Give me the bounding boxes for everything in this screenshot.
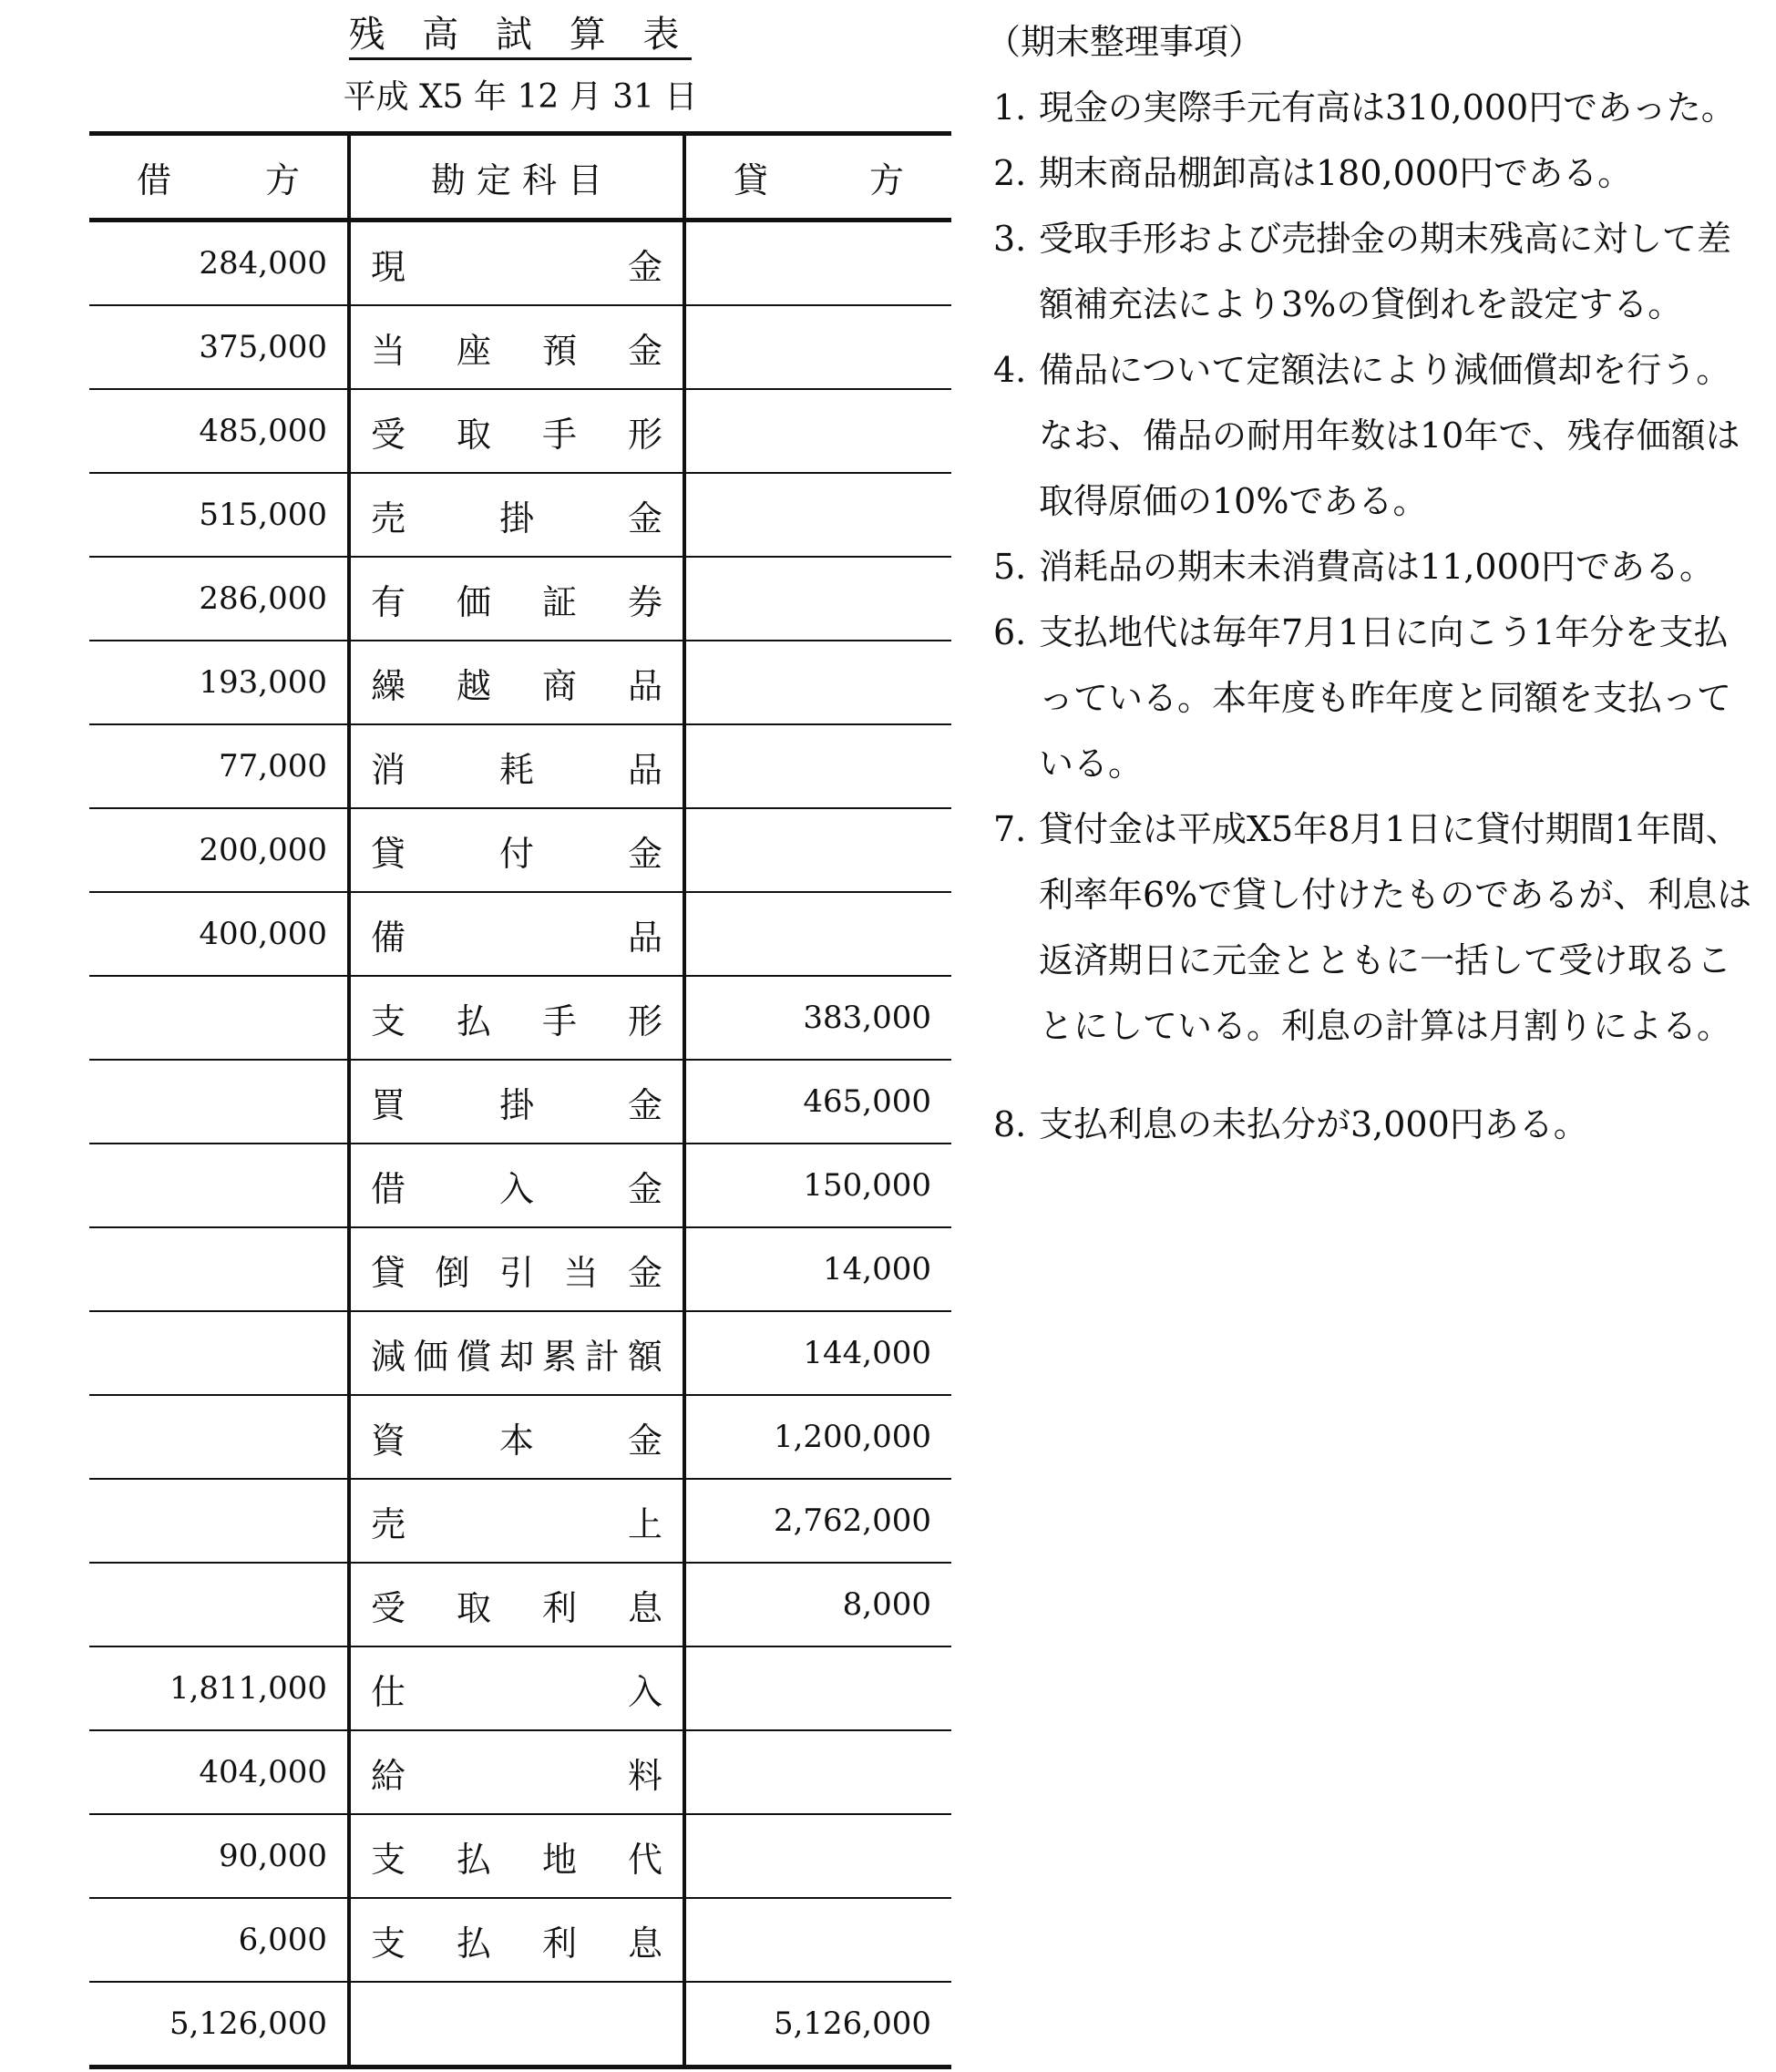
- debit-total: 5,126,000: [89, 1982, 349, 2067]
- debit-cell: 404,000: [89, 1730, 349, 1814]
- account-char: 形: [627, 414, 662, 455]
- account-char: 手: [541, 414, 577, 455]
- table-row: [89, 557, 951, 641]
- credit-cell: [684, 1814, 951, 1898]
- table-row: [89, 1814, 951, 1898]
- credit-cell: 150,000: [684, 1144, 951, 1227]
- account-cell: [349, 892, 684, 976]
- account-char: 金: [627, 1420, 662, 1461]
- account-char: 資: [371, 1420, 406, 1461]
- debit-cell: 400,000: [89, 892, 349, 976]
- adjustment-number: 4.: [993, 350, 1027, 390]
- table-row: [89, 808, 951, 892]
- credit-cell: [684, 808, 951, 892]
- credit-cell: [684, 1730, 951, 1814]
- account-char: 取: [456, 1587, 491, 1628]
- debit-cell: 515,000: [89, 473, 349, 557]
- account-char: 金: [627, 246, 662, 287]
- account-char: 商: [541, 665, 577, 706]
- account-cell: [349, 305, 684, 389]
- credit-cell: 14,000: [684, 1227, 951, 1311]
- credit-cell: 465,000: [684, 1060, 951, 1144]
- table-row: [89, 724, 951, 808]
- account-char: 支: [371, 1839, 406, 1880]
- adjustment-list: [993, 75, 1759, 1157]
- adjustment-number: 7.: [993, 809, 1027, 849]
- account-char: 代: [627, 1839, 662, 1880]
- account-cell: [349, 1144, 684, 1227]
- credit-cell: [684, 892, 951, 976]
- account-cell: [349, 641, 684, 724]
- debit-cell: [89, 1227, 349, 1311]
- account-char: 金: [627, 330, 662, 371]
- account-char: 耗: [498, 749, 534, 790]
- account-cell: [349, 1227, 684, 1311]
- account-char: 価: [413, 1336, 448, 1377]
- trial-balance-title: 残 高 試 算 表: [89, 9, 951, 60]
- account-char: 付: [498, 833, 534, 874]
- account-char: 額: [627, 1336, 662, 1377]
- account-cell: [349, 808, 684, 892]
- account-char: 受: [371, 1587, 406, 1628]
- credit-cell: 1,200,000: [684, 1395, 951, 1479]
- account-char: 償: [456, 1336, 491, 1377]
- account-char: 売: [371, 1503, 406, 1544]
- account-char: 引: [498, 1252, 534, 1293]
- account-char: 息: [627, 1587, 662, 1628]
- trial-balance-date: 平成 X5 年 12 月 31 日: [343, 78, 698, 116]
- account-char: 備: [371, 917, 406, 958]
- account-char: 入: [498, 1168, 534, 1209]
- account-char: 借: [371, 1168, 406, 1209]
- adjustment-item: [993, 600, 1759, 796]
- account-char: 累: [541, 1336, 577, 1377]
- account-cell: [349, 1730, 684, 1814]
- adjustment-number: 5.: [993, 547, 1027, 587]
- account-char: 倒: [435, 1252, 470, 1293]
- debit-cell: [89, 1563, 349, 1646]
- debit-cell: [89, 1395, 349, 1479]
- adjustment-item: [993, 337, 1759, 534]
- table-row: [89, 1227, 951, 1311]
- adjustment-items-section: [986, 9, 1759, 1157]
- account-char: 品: [627, 917, 662, 958]
- account-char: 取: [456, 414, 491, 455]
- debit-cell: [89, 1144, 349, 1227]
- account-cell: [349, 976, 684, 1060]
- account-char: 金: [627, 1084, 662, 1125]
- account-total-blank: [349, 1982, 684, 2067]
- account-char: 貸: [371, 1252, 406, 1293]
- account-char: 買: [371, 1084, 406, 1125]
- table-header-row: [89, 134, 951, 221]
- credit-cell: 8,000: [684, 1563, 951, 1646]
- debit-cell: 375,000: [89, 305, 349, 389]
- account-char: 払: [456, 1000, 491, 1041]
- account-char: 証: [541, 581, 577, 622]
- adjustment-text: 現金の実際手元有高は310,000円であった。: [1039, 87, 1736, 128]
- account-char: 支: [371, 1923, 406, 1964]
- account-char: 現: [371, 246, 406, 287]
- adjustment-item: [993, 1092, 1759, 1157]
- account-char: 有: [371, 581, 406, 622]
- account-cell: [349, 1563, 684, 1646]
- table-row: [89, 305, 951, 389]
- adjustment-text: 期末商品棚卸高は180,000円である。: [1039, 153, 1633, 193]
- credit-cell: 383,000: [684, 976, 951, 1060]
- account-cell: [349, 1898, 684, 1982]
- account-char: 金: [627, 1168, 662, 1209]
- total-row: [89, 1982, 951, 2067]
- account-cell: [349, 1814, 684, 1898]
- account-char: 仕: [371, 1671, 406, 1712]
- debit-cell: 286,000: [89, 557, 349, 641]
- account-char: 上: [627, 1503, 662, 1544]
- credit-total: 5,126,000: [684, 1982, 951, 2067]
- table-row: [89, 1730, 951, 1814]
- table-row: [89, 1563, 951, 1646]
- adjustment-text: 備品について定額法により減価償却を行う。なお、備品の耐用年数は10年で、残存価額は取得原価の10%である。: [1039, 350, 1740, 521]
- adjustment-text: 消耗品の期末未消費高は11,000円である。: [1039, 547, 1714, 587]
- account-char: 利: [541, 1587, 577, 1628]
- account-char: 掛: [498, 497, 534, 539]
- credit-cell: 144,000: [684, 1311, 951, 1395]
- debit-cell: [89, 976, 349, 1060]
- account-char: 繰: [371, 665, 406, 706]
- account-char: 却: [498, 1336, 534, 1377]
- credit-cell: [684, 557, 951, 641]
- debit-cell: [89, 1311, 349, 1395]
- account-cell: [349, 1646, 684, 1730]
- debit-cell: [89, 1060, 349, 1144]
- table-row: [89, 1311, 951, 1395]
- debit-cell: 284,000: [89, 221, 349, 306]
- account-cell: [349, 221, 684, 306]
- account-header: 勘 定 科 目: [349, 134, 684, 221]
- table-row: [89, 221, 951, 306]
- credit-cell: [684, 389, 951, 473]
- account-char: 掛: [498, 1084, 534, 1125]
- account-cell: [349, 1060, 684, 1144]
- table-row: [89, 976, 951, 1060]
- adjustment-number: 3.: [993, 219, 1027, 259]
- account-cell: [349, 389, 684, 473]
- table-row: [89, 1395, 951, 1479]
- account-char: 本: [498, 1420, 534, 1461]
- account-char: 払: [456, 1923, 491, 1964]
- account-char: 越: [456, 665, 491, 706]
- credit-cell: [684, 221, 951, 306]
- debit-cell: 1,811,000: [89, 1646, 349, 1730]
- account-char: 貸: [371, 833, 406, 874]
- trial-balance-table: [89, 131, 951, 2069]
- table-row: [89, 1898, 951, 1982]
- adjustments-title: （期末整理事項）: [986, 22, 1264, 62]
- debit-cell: 200,000: [89, 808, 349, 892]
- credit-cell: [684, 305, 951, 389]
- adjustment-text: 受取手形および売掛金の期末残高に対して差額補充法により3%の貸倒れを設定する。: [1039, 219, 1732, 324]
- account-char: 売: [371, 497, 406, 539]
- account-char: 支: [371, 1000, 406, 1041]
- table-row: [89, 1060, 951, 1144]
- account-char: 払: [456, 1839, 491, 1880]
- adjustment-text: 支払地代は毎年7月1日に向こう1年分を支払っている。本年度も昨年度と同額を支払っている。: [1039, 612, 1732, 784]
- debit-header: 借 方: [89, 134, 349, 221]
- account-cell: [349, 1395, 684, 1479]
- account-char: 価: [456, 581, 491, 622]
- adjustment-item: [993, 140, 1759, 206]
- account-char: 金: [627, 1252, 662, 1293]
- adjustment-number: 8.: [993, 1104, 1027, 1144]
- account-cell: [349, 557, 684, 641]
- account-char: 息: [627, 1923, 662, 1964]
- credit-cell: [684, 641, 951, 724]
- debit-cell: 485,000: [89, 389, 349, 473]
- credit-cell: [684, 473, 951, 557]
- debit-cell: 6,000: [89, 1898, 349, 1982]
- credit-cell: [684, 1646, 951, 1730]
- adjustment-text: 貸付金は平成X5年8月1日に貸付期間1年間、利率年6%で貸し付けたものであるが、利息は返済期日に元金とともに一括して受け取ることにしている。利息の計算は月割りによる。: [1039, 809, 1752, 1046]
- account-char: 手: [541, 1000, 577, 1041]
- credit-header: 貸 方: [684, 134, 951, 221]
- table-row: [89, 892, 951, 976]
- account-char: 利: [541, 1923, 577, 1964]
- credit-cell: [684, 724, 951, 808]
- account-char: 金: [627, 833, 662, 874]
- account-char: 当: [563, 1252, 599, 1293]
- account-char: 受: [371, 414, 406, 455]
- account-char: 座: [456, 330, 491, 371]
- table-row: [89, 473, 951, 557]
- account-char: 預: [541, 330, 577, 371]
- account-char: 券: [627, 581, 662, 622]
- adjustment-number: 2.: [993, 153, 1027, 193]
- adjustment-number: 1.: [993, 87, 1027, 128]
- account-char: 入: [627, 1671, 662, 1712]
- account-char: 金: [627, 497, 662, 539]
- adjustment-text: 支払利息の未払分が3,000円ある。: [1039, 1104, 1588, 1144]
- account-cell: [349, 473, 684, 557]
- account-char: 当: [371, 330, 406, 371]
- debit-cell: [89, 1479, 349, 1563]
- adjustment-item: [993, 75, 1759, 140]
- account-char: 減: [371, 1336, 406, 1377]
- debit-cell: 90,000: [89, 1814, 349, 1898]
- account-cell: [349, 724, 684, 808]
- account-cell: [349, 1479, 684, 1563]
- account-char: 品: [627, 749, 662, 790]
- table-row: [89, 641, 951, 724]
- credit-cell: [684, 1898, 951, 1982]
- account-cell: [349, 1311, 684, 1395]
- debit-cell: 77,000: [89, 724, 349, 808]
- adjustment-number: 6.: [993, 612, 1027, 652]
- account-char: 消: [371, 749, 406, 790]
- credit-cell: 2,762,000: [684, 1479, 951, 1563]
- adjustment-item: [993, 534, 1759, 600]
- account-char: 形: [627, 1000, 662, 1041]
- table-row: [89, 389, 951, 473]
- account-char: 計: [584, 1336, 620, 1377]
- account-char: 地: [541, 1839, 577, 1880]
- account-char: 料: [627, 1755, 662, 1796]
- debit-cell: 193,000: [89, 641, 349, 724]
- adjustment-item: [993, 206, 1759, 337]
- account-char: 品: [627, 665, 662, 706]
- account-char: 給: [371, 1755, 406, 1796]
- table-row: [89, 1479, 951, 1563]
- table-row: [89, 1144, 951, 1227]
- table-row: [89, 1646, 951, 1730]
- adjustment-item: [993, 796, 1759, 1059]
